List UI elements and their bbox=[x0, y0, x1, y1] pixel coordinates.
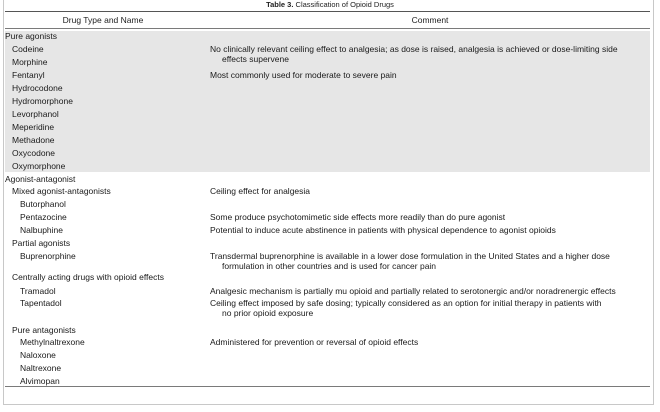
subcategory-or-drug: Levorphanol bbox=[12, 109, 59, 119]
drug-name: Tramadol bbox=[20, 286, 56, 296]
drug-name: Methylnaltrexone bbox=[20, 337, 85, 347]
comment-text: Ceiling effect for analgesia bbox=[210, 186, 311, 196]
drug-name: Naltrexone bbox=[20, 363, 62, 373]
comment-cell bbox=[210, 70, 646, 80]
subcategory-or-drug: Methadone bbox=[12, 135, 55, 145]
comment-continuation: no prior opioid exposure bbox=[222, 308, 314, 318]
comment-text: Transdermal buprenorphine is available in a lower dose formulation in the United States and a higher dose bbox=[210, 251, 610, 261]
drug-name: Naloxone bbox=[20, 350, 56, 360]
subcategory-or-drug: Oxymorphone bbox=[12, 161, 66, 171]
comment-cell bbox=[210, 251, 646, 271]
caption-label: Table 3. bbox=[266, 0, 294, 9]
subcategory-or-drug: Oxycodone bbox=[12, 148, 55, 158]
drug-name: Pentazocine bbox=[20, 212, 67, 222]
header-rule bbox=[5, 28, 650, 29]
comment-text: No clinically relevant ceiling effect to analgesia; as dose is raised, analgesia is achieved or dose-limiting side bbox=[210, 44, 618, 54]
drug-name: Nalbuphine bbox=[20, 225, 64, 235]
subcategory-or-drug: Meperidine bbox=[12, 122, 55, 132]
table-caption bbox=[0, 0, 660, 11]
subcategory-or-drug: Mixed agonist-antagonists bbox=[12, 186, 111, 196]
comment-cell bbox=[210, 337, 646, 347]
subcategory-or-drug: Hydromorphone bbox=[12, 96, 73, 106]
comment-text: Ceiling effect imposed by safe dosing; typically considered as an option for initial therapy in patients with bbox=[210, 298, 602, 308]
drug-name: Tapentadol bbox=[20, 298, 62, 308]
comment-cell bbox=[210, 286, 646, 296]
comment-text: Most commonly used for moderate to severe pain bbox=[210, 70, 397, 80]
comment-continuation: formulation in other countries and is used for cancer pain bbox=[222, 261, 437, 271]
table-bottom-rule bbox=[5, 386, 650, 387]
comment-cell bbox=[210, 212, 646, 222]
subcategory-or-drug: Centrally acting drugs with opioid effects bbox=[12, 272, 164, 282]
comment-cell bbox=[210, 44, 646, 64]
drug-name: Alvimopan bbox=[20, 376, 60, 386]
subcategory-or-drug: Codeine bbox=[12, 44, 44, 54]
comment-text: Some produce psychotomimetic side effects more readily than do pure agonist bbox=[210, 212, 506, 222]
subcategory-or-drug: Pure antagonists bbox=[12, 325, 76, 335]
drug-name: Butorphanol bbox=[20, 199, 66, 209]
comment-cell bbox=[210, 225, 646, 235]
comment-text: Potential to induce acute abstinence in patients with physical dependence to agonist opioids bbox=[210, 225, 556, 235]
category-heading: Agonist-antagonist bbox=[5, 174, 76, 184]
subcategory-or-drug: Fentanyl bbox=[12, 70, 45, 80]
column-header-drug: Drug Type and Name bbox=[62, 15, 144, 25]
caption-title: Classification of Opioid Drugs bbox=[295, 0, 394, 9]
category-heading: Pure agonists bbox=[5, 31, 57, 41]
comment-text: Analgesic mechanism is partially mu opioid and partially related to serotonergic and/or noradrenergic effects bbox=[210, 286, 616, 296]
column-header-comment: Comment bbox=[411, 15, 449, 25]
comment-continuation: effects supervene bbox=[222, 54, 289, 64]
comment-text: Administered for prevention or reversal of opioid effects bbox=[210, 337, 419, 347]
subcategory-or-drug: Partial agonists bbox=[12, 238, 71, 248]
subcategory-or-drug: Morphine bbox=[12, 57, 48, 67]
comment-cell bbox=[210, 186, 646, 196]
subcategory-or-drug: Hydrocodone bbox=[12, 83, 63, 93]
drug-name: Buprenorphine bbox=[20, 251, 76, 261]
comment-cell bbox=[210, 298, 646, 318]
